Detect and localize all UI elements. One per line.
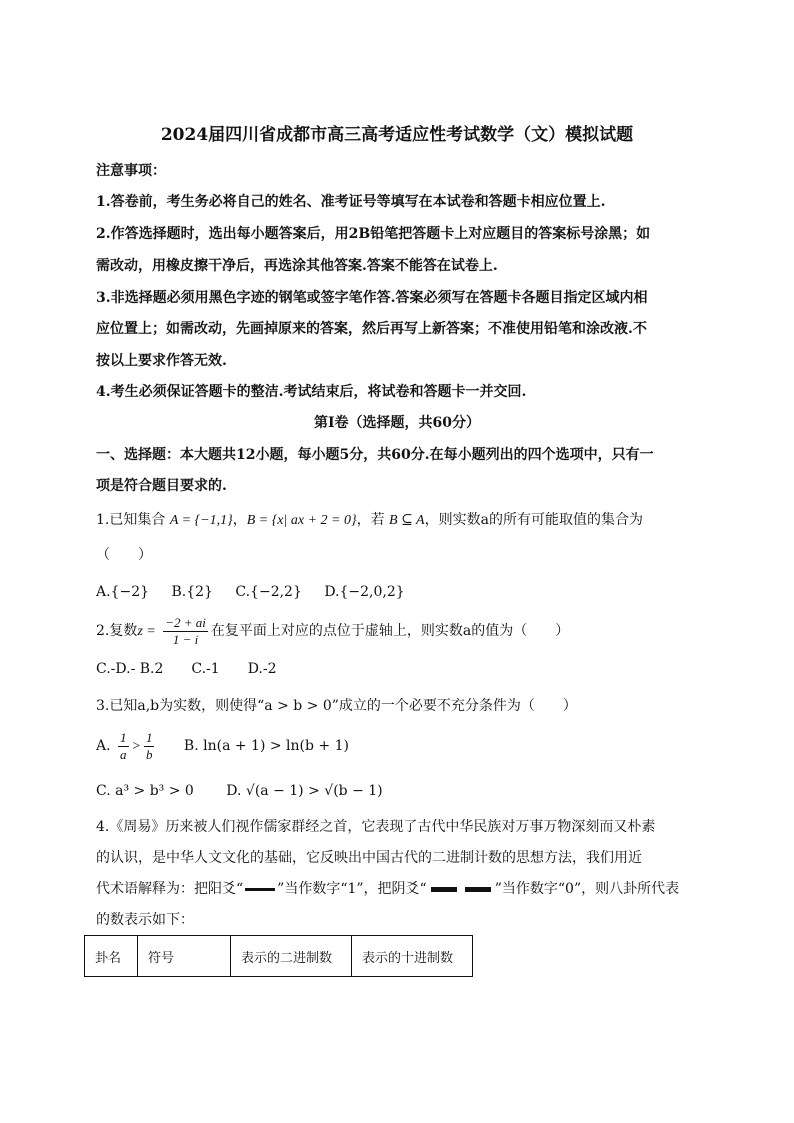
bagua-table	[84, 935, 473, 977]
question-3-stem: 3.已知a,b为实数，则使得“a > b > 0”成立的一个必要不充分条件为（ ）	[96, 698, 577, 714]
q2-suffix: 在复平面上对应的点位于虚轴上，则实数a的值为（ ）	[210, 623, 570, 639]
q3-a-den2: b	[145, 746, 153, 762]
q2-fraction	[163, 615, 208, 648]
q4-line3-c: ”当作数字“0”，则八卦所代表	[494, 881, 680, 897]
page-title: 2024届四川省成都市高三高考适应性考试数学（文）模拟试题	[160, 125, 634, 145]
q2-denominator: 1 − i	[172, 631, 199, 647]
q1-option-b: B.{2}	[171, 584, 213, 600]
q2-options: C.-D.- B.2 C.-1 D.-2	[96, 661, 277, 677]
q3-a-num2: 1	[145, 729, 153, 745]
q1-option-a: A.{−2}	[96, 584, 150, 600]
q1-set-a: A = {−1,1}	[169, 513, 233, 528]
q3-a-gt: >	[131, 739, 141, 754]
notice-heading: 注意事项：	[96, 163, 166, 179]
question-4-line-2: 的认识，是中华人文文化的基础，它反映出中国古代的二进制计数的思想方法，我们用近	[96, 850, 642, 866]
q3-options-ab	[96, 728, 349, 765]
notice-item-3: 3.非选择题必须用黑色字迹的钢笔或签字笔作答.答案必须写在答题卡各题目指定区域内相	[96, 290, 648, 306]
section1-intro: 一、选择题：本大题共12小题，每小题5分，共60分.在每小题列出的四个选项中，只有一	[96, 447, 654, 463]
q3-a-den1: a	[120, 746, 127, 762]
notice-item-3-cont: 应位置上；如需改动，先画掉原来的答案，然后再写上新答案；不准使用铅笔和涂改液.不	[96, 321, 647, 337]
table-header-cell: 表示的十进制数	[352, 936, 473, 977]
q2-numerator: −2 + ai	[165, 614, 206, 630]
notice-item-4: 4.考生必须保证答题卡的整洁.考试结束后，将试卷和答题卡一并交回.	[96, 384, 527, 400]
q1-suffix: ，则实数a的所有可能取值的集合为	[424, 512, 643, 528]
question-4-line-1: 4.《周易》历来被人们视作儒家群经之首，它表现了古代中华民族对万事万物深刻而又朴素	[96, 819, 656, 835]
q3-option-b: B. ln(a + 1) > ln(b + 1)	[183, 738, 349, 754]
yin-yao-left-icon	[431, 887, 457, 892]
q1-options	[96, 583, 405, 601]
question-4-line-4: 的数表示如下：	[96, 912, 194, 928]
question-2-stem	[96, 613, 569, 650]
q1-paren: （ ）	[96, 547, 152, 563]
question-1-stem	[96, 511, 643, 530]
table-header-row	[85, 936, 473, 977]
q4-line3-b: ”当作数字“1”，把阴爻“	[277, 881, 427, 897]
yin-yao-right-icon	[465, 887, 491, 892]
q2-prefix: 2.复数	[96, 623, 138, 639]
part1-heading: 第Ⅰ卷（选择题，共60分）	[313, 415, 481, 431]
q3-options-cd	[96, 782, 383, 800]
q1-set-b: B = {x| ax + 2 = 0}	[246, 513, 357, 528]
q3-option-c: C. a³ > b³ > 0	[96, 783, 194, 799]
q1-option-d: D.{−2,0,2}	[324, 584, 405, 600]
q1-prefix: 1.已知集合	[96, 512, 166, 528]
q3-option-d: D. √(a − 1) > √(b − 1)	[226, 783, 383, 799]
q1-option-c: C.{−2,2}	[235, 584, 302, 600]
q4-line3-a: 代术语解释为：把阳爻“	[96, 881, 244, 897]
notice-item-2-cont: 需改动，用橡皮擦干净后，再选涂其他答案.答案不能答在试卷上.	[96, 258, 498, 274]
notice-item-1: 1.答卷前，考生务必将自己的姓名、准考证号等填写在本试卷和答题卡相应位置上.	[96, 194, 606, 210]
yang-yao-icon	[245, 888, 275, 891]
table-header-cell: 卦名	[85, 936, 138, 977]
q3-a-num1: 1	[120, 729, 127, 745]
table-header-cell: 符号	[138, 936, 231, 977]
q2-z: z =	[137, 624, 156, 639]
question-4-line-3	[96, 880, 679, 898]
table-header-cell: 表示的二进制数	[231, 936, 352, 977]
notice-item-3-cont2: 按以上要求作答无效.	[96, 353, 227, 369]
notice-item-2: 2.作答选择题时，选出每小题答案后，用2B铅笔把答题卡上对应题目的答案标号涂黑；如	[96, 226, 651, 242]
q1-sep: ，	[232, 512, 247, 528]
q3-option-a-label: A.	[96, 738, 111, 754]
q1-condition: B ⊆ A	[389, 513, 425, 528]
section1-intro-cont: 项是符合题目要求的.	[96, 478, 227, 494]
q1-mid: ，若	[356, 512, 385, 528]
q3-option-a-frac2	[144, 730, 155, 763]
q3-option-a-frac1	[118, 730, 129, 763]
